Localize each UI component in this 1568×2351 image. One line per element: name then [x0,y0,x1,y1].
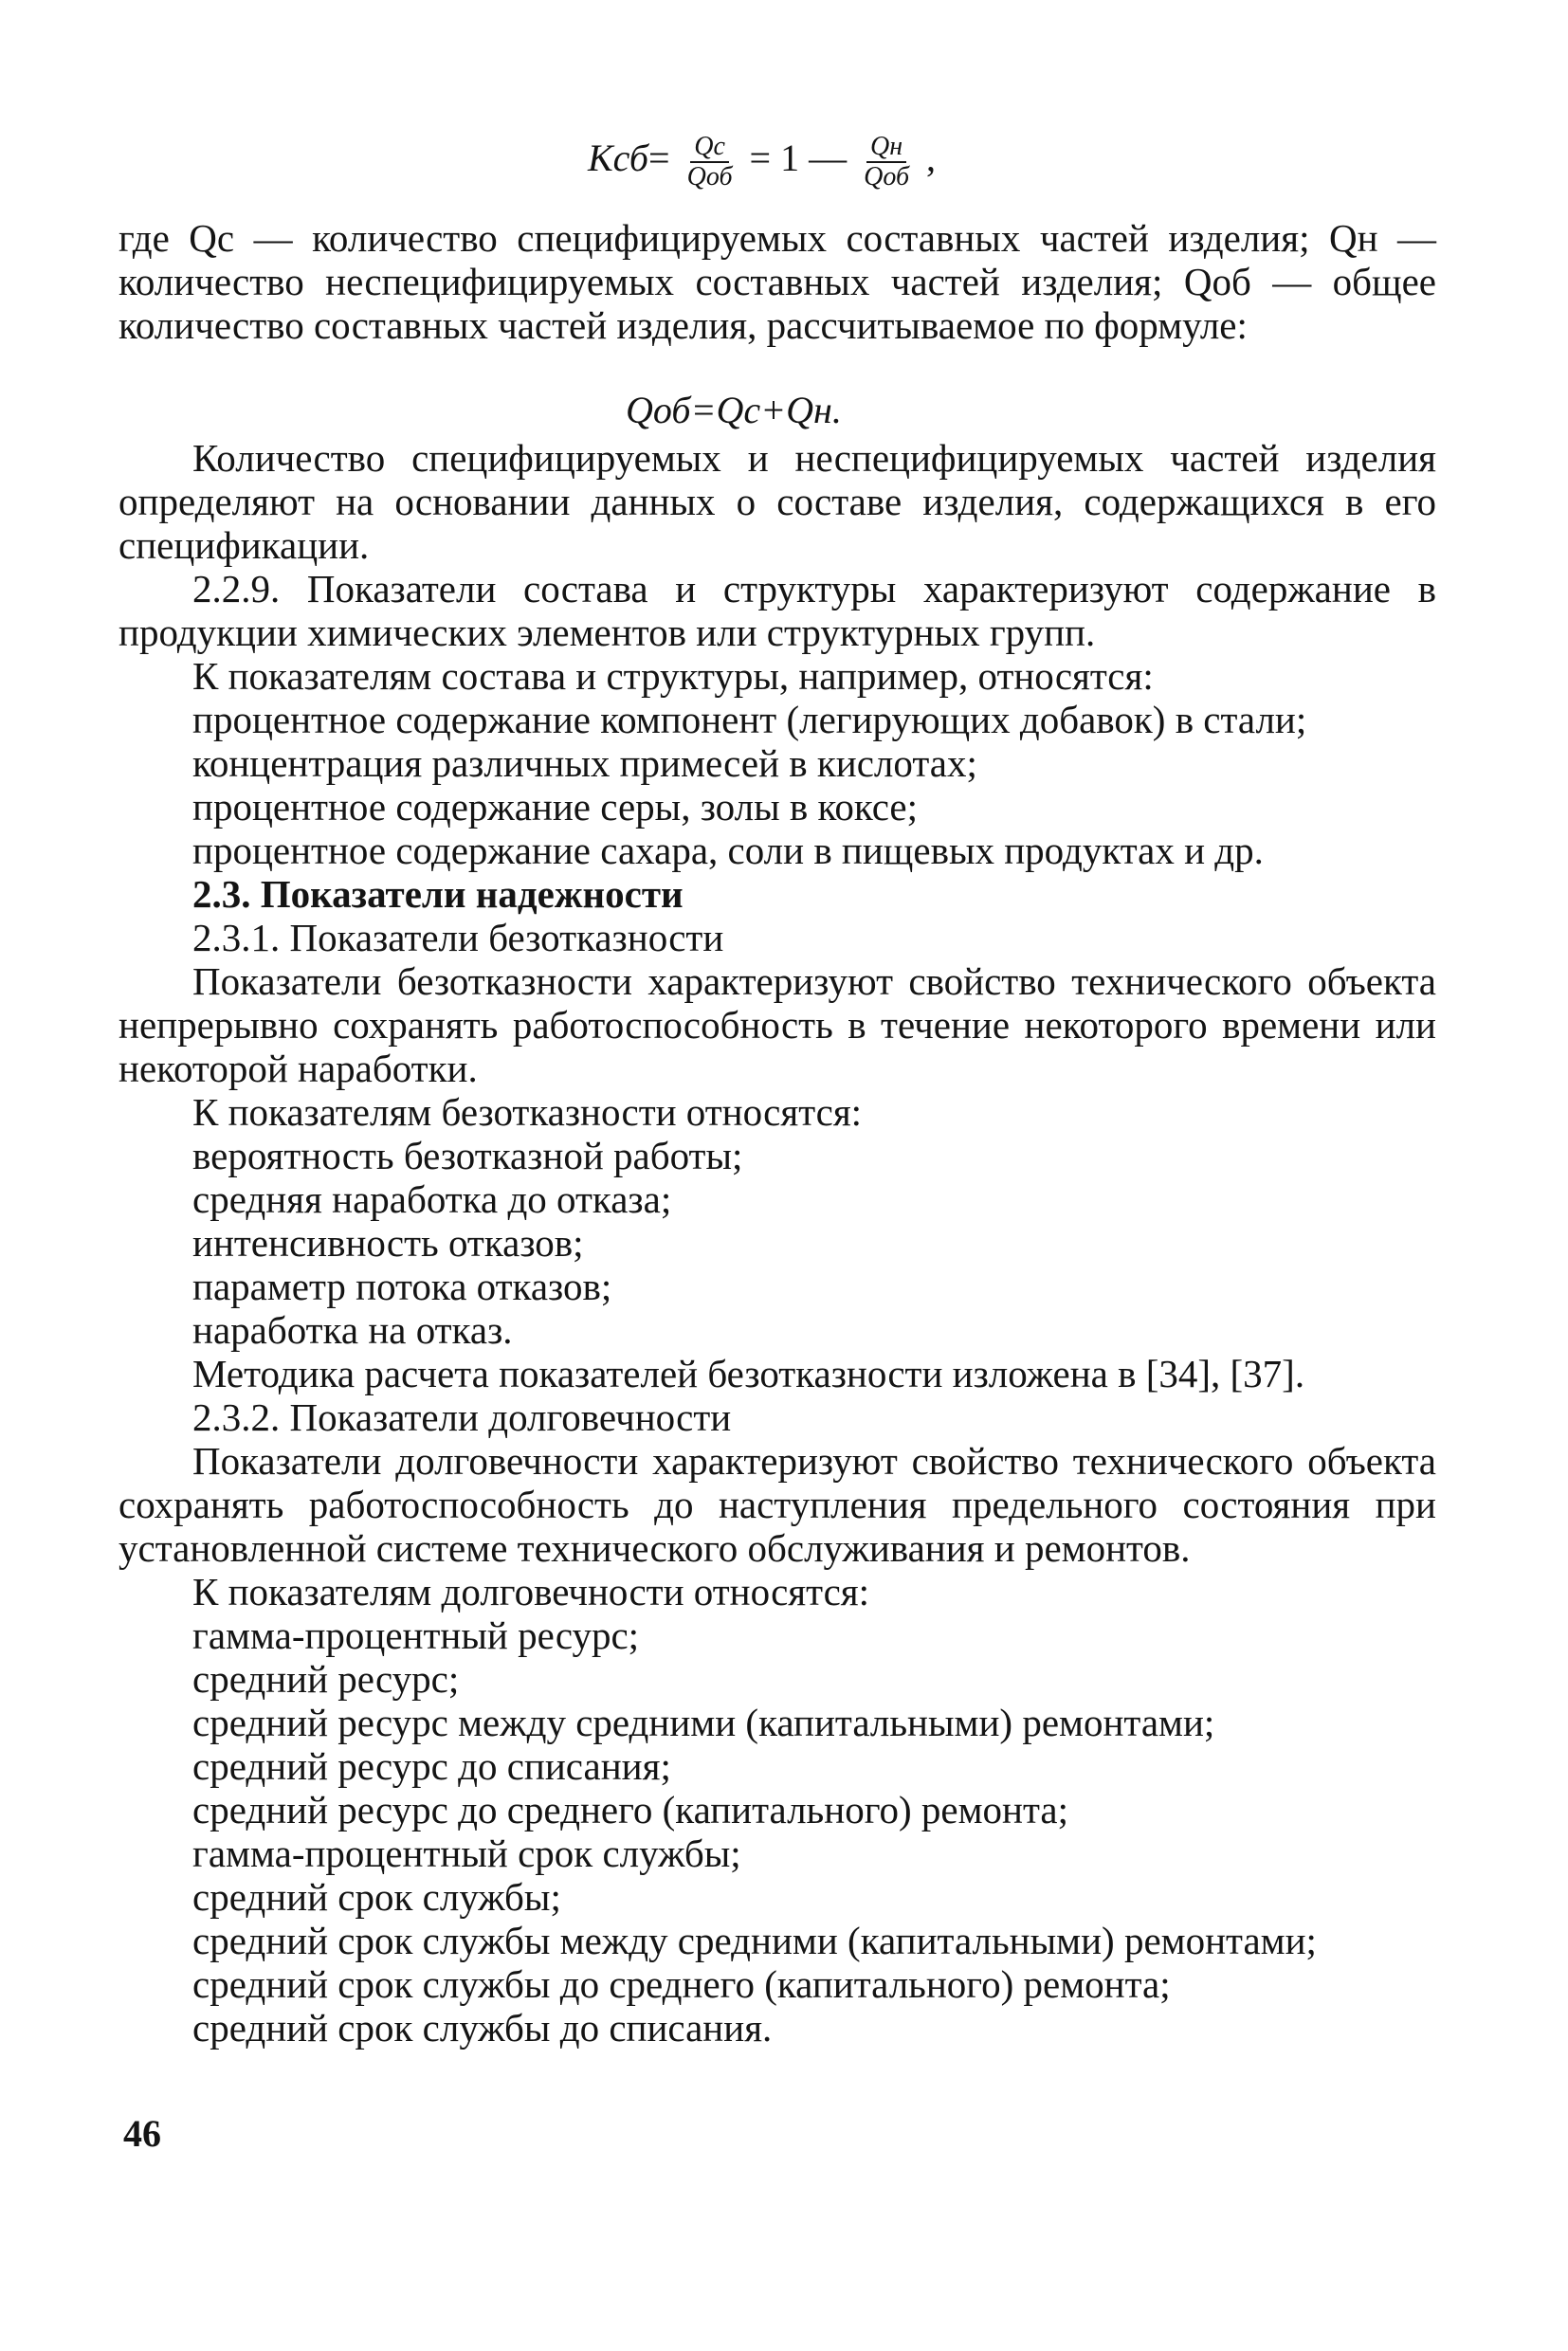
fraction-qn-qob [860,133,913,191]
paragraph-composition-intro: К показателям состава и структуры, например, относятся: [192,654,1154,698]
section-heading-2-3: 2.3. Показатели надежности [192,872,684,916]
list-item: средний ресурс между средними (капитальными) ремонтами; [192,1701,1215,1744]
formula-q-ob [626,389,842,432]
list-item: процентное содержание компонент (легирующих добавок) в стали; [192,698,1307,741]
page-number: 46 [123,2112,161,2155]
fraction-denominator: Qоб [686,162,733,191]
list-item: вероятность безотказной работы; [192,1134,743,1177]
formula-k-sb [588,133,936,191]
list-item: гамма-процентный ресурс; [192,1613,640,1657]
paragraph-reliability: Показатели безотказности характеризуют свойство технического объекта непрерывно сохранять работоспособность в течение некоторого времени или некоторой наработки. [119,959,1436,1090]
list-item: средний срок службы между средними (капитальными) ремонтами; [192,1919,1317,1962]
list-item: интенсивность отказов; [192,1221,584,1265]
paragraph-durability-intro: К показателям долговечности относятся: [192,1570,870,1613]
formula-one-minus: = 1 — [749,137,848,180]
list-item: средний срок службы до списания. [192,2006,773,2050]
fraction-numerator: Qн [866,133,906,163]
paragraph-where: где Qс — количество специфицируемых составных частей изделия; Qн — количество неспецифицируемых составных частей изделия; Qоб — общее количество составных частей изделия, рассчитываемое по формуле: [119,216,1436,347]
list-item: средняя наработка до отказа; [192,1177,672,1221]
fraction-denominator: Qоб [864,162,910,191]
fraction-qc-qob [684,133,737,191]
list-item: средний срок службы до среднего (капитального) ремонта; [192,1962,1171,2006]
paragraph-2-2-9: 2.2.9. Показатели состава и структуры характеризуют содержание в продукции химических элементов или структурных групп. [119,567,1436,654]
paragraph-quantity: Количество специфицируемых и неспецифицируемых частей изделия определяют на основании данных о составе изделия, содержащихся в его спецификации. [119,436,1436,567]
list-item: гамма-процентный срок службы; [192,1832,741,1875]
fraction-numerator: Qс [690,133,729,163]
list-item: средний ресурс; [192,1657,460,1701]
list-item: наработка на отказ. [192,1308,513,1352]
list-item: средний ресурс до списания; [192,1744,671,1788]
paragraph-method: Методика расчета показателей безотказности изложена в [34], [37]. [192,1352,1305,1395]
formula-equals: = [648,137,670,180]
list-item: процентное содержание сахара, соли в пищевых продуктах и др. [192,829,1264,872]
list-item: концентрация различных примесей в кислотах; [192,741,977,785]
list-item: средний срок службы; [192,1875,561,1919]
paragraph-reliability-intro: К показателям безотказности относятся: [192,1090,863,1134]
list-item: параметр потока отказов; [192,1265,612,1308]
subsection-heading-2-3-2: 2.3.2. Показатели долговечности [192,1395,732,1439]
formula-lhs: Kсб [588,137,649,180]
formula-text: Qоб=Qс+Qн. [626,389,842,431]
subsection-heading-2-3-1: 2.3.1. Показатели безотказности [192,916,724,959]
list-item: процентное содержание серы, золы в коксе; [192,785,919,829]
formula-comma: , [926,137,937,180]
paragraph-durability: Показатели долговечности характеризуют свойство технического объекта сохранять работоспособность до наступления предельного состояния при установленной системе технического обслуживания и ремонтов. [119,1439,1436,1570]
where-block [119,216,1436,347]
list-item: средний ресурс до среднего (капитального) ремонта; [192,1788,1068,1832]
main-text [119,436,1436,2050]
